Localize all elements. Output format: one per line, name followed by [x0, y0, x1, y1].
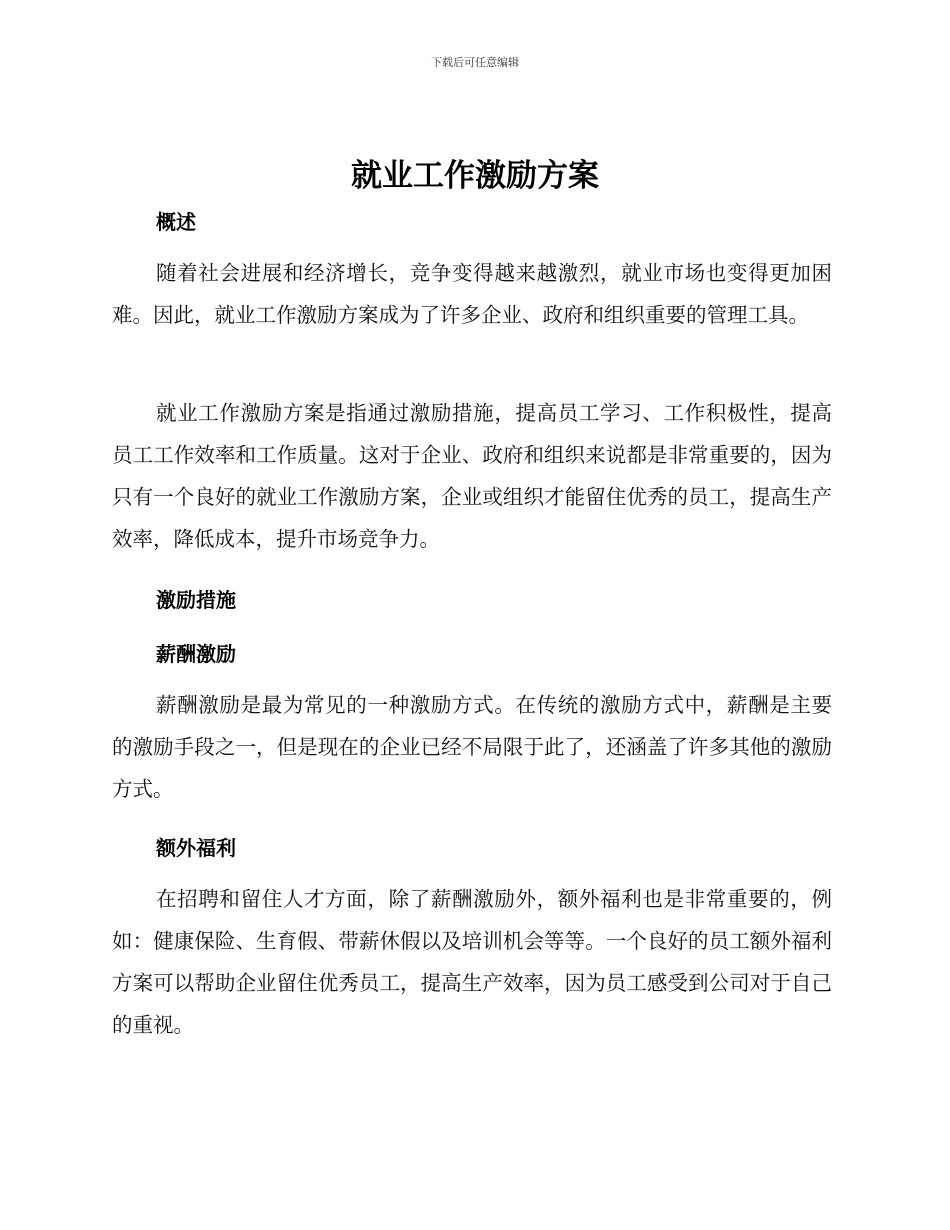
section-heading-salary: 薪酬激励 [156, 642, 236, 666]
paragraph-overview-1: 随着社会进展和经济增长，竞争变得越来越激烈，就业市场也变得更加困难。因此，就业工作激励方案成为了许多企业、政府和组织重要的管理工具。 [112, 261, 832, 327]
paragraph-overview-2: 就业工作激励方案是指通过激励措施，提高员工学习、工作积极性，提高员工工作效率和工作质量。这对于企业、政府和组织来说都是非常重要的，因为只有一个良好的就业工作激励方案，企业或组织才能留住优秀的员工，提高生产效率，降低成本，提升市场竞争力。 [112, 401, 832, 551]
paragraph-salary-1: 薪酬激励是最为常见的一种激励方式。在传统的激励方式中，薪酬是主要的激励手段之一，但是现在的企业已经不局限于此了，还涵盖了许多其他的激励方式。 [112, 693, 832, 801]
section-heading-overview: 概述 [156, 210, 196, 234]
section-heading-benefits: 额外福利 [156, 836, 236, 860]
paragraph-benefits-1: 在招聘和留住人才方面，除了薪酬激励外，额外福利也是非常重要的，例如：健康保险、生育假、带薪休假以及培训机会等等。一个良好的员工额外福利方案可以帮助企业留住优秀员工，提高生产效率，因为员工感受到公司对于自己的重视。 [112, 887, 832, 1037]
section-heading-measures: 激励措施 [156, 588, 236, 612]
header-note: 下载后可任意编辑 [431, 56, 519, 69]
document-title: 就业工作激励方案 [351, 158, 599, 194]
